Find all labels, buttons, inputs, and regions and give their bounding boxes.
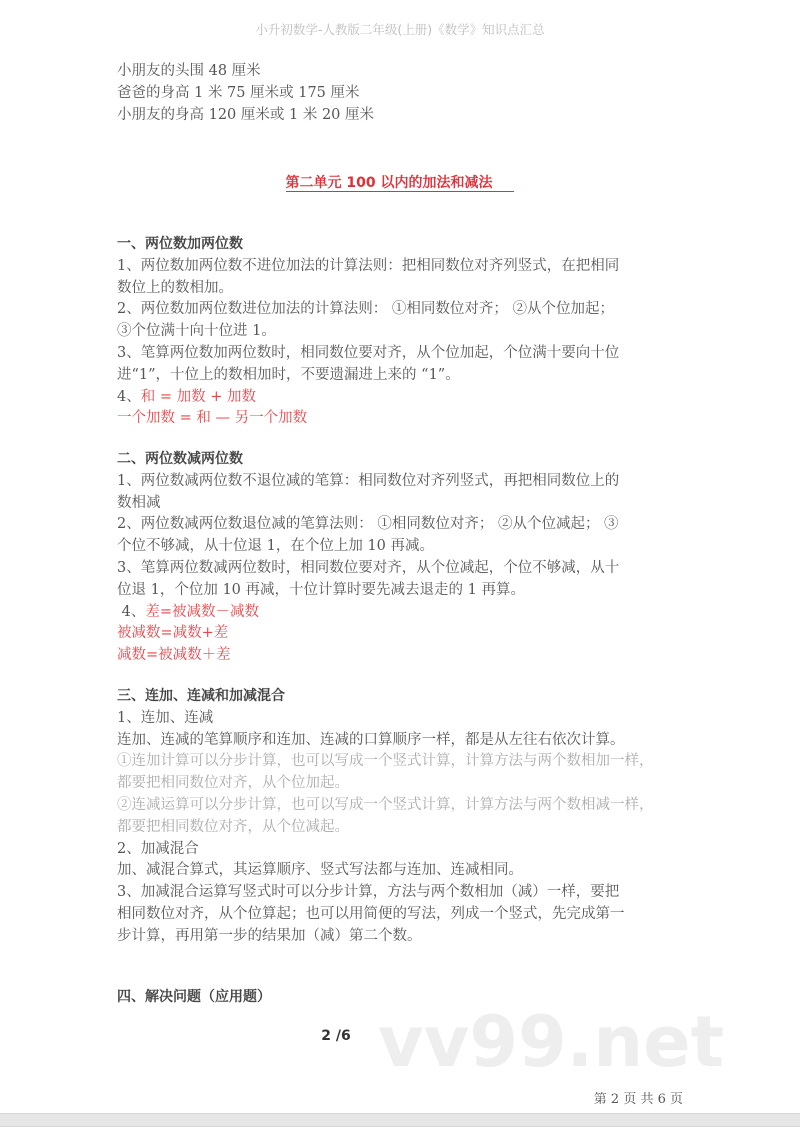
text-line: 2、两位数加两位数进位加法的计算法则： ①相同数位对齐； ②从个位加起； <box>117 301 614 318</box>
text-line: 相同数位对齐，从个位算起；也可以用简便的写法，列成一个竖式，先完成第一 <box>117 905 625 922</box>
unit-title-text: 第二单元 100 以内的加法和减法 <box>286 175 515 192</box>
section-heading: 三、连加、连减和加减混合 <box>117 688 285 704</box>
text-line: 加、减混合算式，其运算顺序、竖式写法都与连加、连减相同。 <box>117 862 523 879</box>
text-line: 1、两位数加两位数不进位加法的计算法则：把相同数位对齐列竖式，在把相同 <box>117 257 620 274</box>
text-line: 1、两位数减两位数不退位减的笔算：相同数位对齐列竖式，再把相同数位上的 <box>117 472 620 489</box>
text-line: ②连减运算可以分步计算，也可以写成一个竖式计算，计算方法与两个数相减一样， <box>117 796 654 813</box>
text-line: 小朋友的身高 120 厘米或 1 米 20 厘米 <box>117 106 375 123</box>
text-line: 小朋友的头围 48 厘米 <box>117 63 261 79</box>
text-line: 都要把相同数位对齐，从个位加起。 <box>117 775 349 792</box>
section-heading: 四、解决问题（应用题） <box>117 989 271 1005</box>
text-line: 连加、连减的笔算顺序和连加、连减的口算顺序一样，都是从左往右依次计算。 <box>117 731 625 748</box>
unit-title <box>0 172 800 192</box>
text-line: ③个位满十向十位进 1。 <box>117 323 276 340</box>
formula: 减数=被减数＋差 <box>117 647 231 664</box>
text-line: 3、笔算两位数加两位数时，相同数位要对齐，从个位加起，个位满十要向十位 <box>117 344 620 361</box>
section-3 <box>117 686 687 948</box>
text-line: 3、笔算两位数减两位数时，相同数位要对齐，从个位减起，个位不够减，从十 <box>117 559 620 576</box>
text-line: 步计算，再用第一步的结果加（减）第二个数。 <box>117 927 422 944</box>
formula-line <box>117 387 687 409</box>
section-1 <box>117 234 687 430</box>
watermark: vv99.net <box>378 1001 725 1083</box>
formula: 和 = 加数 + 加数 <box>140 388 256 405</box>
text-line: 都要把相同数位对齐，从个位减起。 <box>117 818 349 835</box>
formula: 一个加数 = 和 — 另一个加数 <box>117 410 308 427</box>
section-heading: 二、两位数减两位数 <box>117 451 243 467</box>
text-line: 2、两位数减两位数退位减的笔算法则： ①相同数位对齐； ②从个位减起； ③ <box>117 516 619 533</box>
page-footer: 第 2 页 共 6 页 <box>593 1092 683 1107</box>
text-line: 3、加减混合运算写竖式时可以分步计算，方法与两个数相加（减）一样，要把 <box>117 884 620 901</box>
formula-line <box>117 602 687 624</box>
page-indicator: 2 /6 <box>321 1028 351 1044</box>
text-line: 1、连加、连减 <box>117 709 214 726</box>
section-2 <box>117 449 687 667</box>
text-line: 2、加减混合 <box>117 840 199 857</box>
text-line: ①连加计算可以分步计算，也可以写成一个竖式计算，计算方法与两个数相加一样， <box>117 753 654 770</box>
text-line: 进“1”，十位上的数相加时，不要遗漏进上来的 “1”。 <box>117 366 460 383</box>
text-line: 位退 1，个位加 10 再减，十位计算时要先减去退走的 1 再算。 <box>117 581 525 598</box>
section-heading: 一、两位数加两位数 <box>117 236 243 252</box>
formula: 被减数=减数+差 <box>117 625 229 642</box>
formula: 差=被减数－减数 <box>145 603 259 620</box>
text-line: 数位上的数相加。 <box>117 279 233 296</box>
text-line: 爸爸的身高 1 米 75 厘米或 175 厘米 <box>117 84 360 101</box>
formula-prefix: 4、 <box>117 603 146 620</box>
text-line: 数相减 <box>117 494 161 511</box>
running-header: 小升初数学-人教版二年级(上册)《数学》知识点汇总 <box>255 22 545 37</box>
formula-prefix: 4、 <box>117 388 141 405</box>
text-line: 个位不够减，从十位退 1，在个位上加 10 再减。 <box>117 538 435 555</box>
page-separator <box>0 1113 800 1127</box>
intro-block <box>117 61 687 126</box>
